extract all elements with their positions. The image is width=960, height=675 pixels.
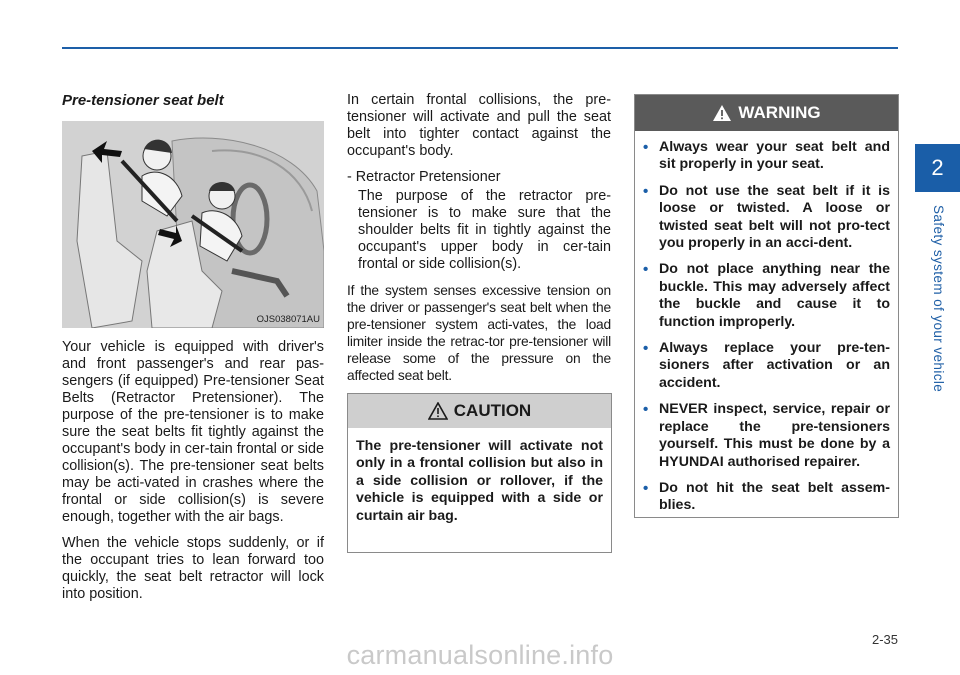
warning-item — [643, 139, 890, 174]
retractor-subheading: - Retractor Pretensioner — [347, 169, 501, 185]
warning-item — [643, 401, 890, 471]
warning-header — [635, 95, 898, 131]
body-paragraph: In certain frontal collisions, the pre-tensioner will activate and pull the seat belt into tighter contact against the occupant's body. — [347, 92, 611, 159]
warning-item-text: Do not use the seat belt if it is loose or twisted. A loose or twisted seat belt will not pro-tect you properly in an acci-dent. — [659, 182, 890, 252]
chapter-number-tab: 2 — [915, 144, 960, 192]
body-paragraph: When the vehicle stops suddenly, or if the occupant tries to lean forward too quickly, the seat belt retractor will lock into position. — [62, 535, 324, 602]
body-paragraph: If the system senses excessive tension on the driver or passenger's seat belt when the pre-tensioner system acti-vates, the load limiter inside the retrac-tor pre-tensioner will release some of the pressure on the affected seat belt. — [347, 283, 611, 383]
chapter-title: Safety system of your vehicle — [931, 205, 946, 393]
caution-triangle-icon — [428, 402, 448, 420]
seat-belt-illustration — [62, 121, 324, 328]
warning-body — [635, 131, 898, 534]
bullet-icon: • — [643, 261, 649, 279]
bullet-icon: • — [643, 182, 649, 200]
body-paragraph: The purpose of the retractor pre-tensioner is to make sure that the shoulder belts fit in tightly against the occupant's upper body in cer-tain frontal or side collision(s). — [358, 188, 611, 272]
page-number: 2-35 — [871, 632, 898, 647]
warning-item-text: Always wear your seat belt and sit properly in your seat. — [659, 139, 890, 173]
bullet-icon: • — [643, 139, 649, 156]
warning-title: WARNING — [738, 103, 821, 122]
warning-item — [643, 183, 890, 253]
bullet-icon: • — [643, 401, 649, 419]
warning-triangle-icon — [712, 104, 732, 122]
left-column — [62, 92, 324, 612]
caution-title: CAUTION — [453, 401, 532, 420]
warning-item-text: NEVER inspect, service, repair or replace the pre-tensioners yourself. This must be done by a HYUNDAI authorised repairer. — [659, 401, 890, 470]
figure-code: OJS038071AU — [256, 314, 320, 325]
header-rule — [62, 47, 898, 49]
warning-item-text: Always replace your pre-ten-sioners after activation or an accident. — [659, 340, 890, 391]
bullet-icon: • — [643, 479, 649, 497]
caution-header — [348, 394, 611, 428]
caution-text: The pre-tensioner will activate not only in a frontal collision but also in a side collision or rollover, if the vehicle is equipped with a side or curtain air bag. — [356, 438, 603, 524]
bullet-icon: • — [643, 340, 649, 358]
middle-column — [347, 92, 611, 393]
pretensioner-diagram — [62, 121, 324, 328]
warning-box — [634, 94, 899, 518]
section-heading: Pre-tensioner seat belt — [62, 92, 224, 109]
warning-item — [643, 340, 890, 392]
warning-item-text: Do not place anything near the buckle. This may adversely affect the buckle and cause it to function improperly. — [659, 261, 890, 330]
warning-item — [643, 480, 890, 515]
body-paragraph: Your vehicle is equipped with driver's and front passenger's and rear pas-sengers (if equipped) Pre-tensioner Seat Belts (Retractor Pretensioner). The purpose of the pre-tensioner is to make sure the seat belts fit tightly against the occupant's body in cer-tain frontal or side collision(s). The pre-tensioner seat belts may be acti-vated in crashes where the frontal or side collision(s) is severe enough, together with the air bags. — [62, 339, 324, 525]
warning-item-text: Do not hit the seat belt assem-blies. — [659, 479, 890, 514]
watermark: carmanualsonline.info — [346, 640, 614, 670]
caution-box — [347, 393, 612, 553]
warning-item — [643, 261, 890, 331]
warning-list — [643, 139, 890, 515]
